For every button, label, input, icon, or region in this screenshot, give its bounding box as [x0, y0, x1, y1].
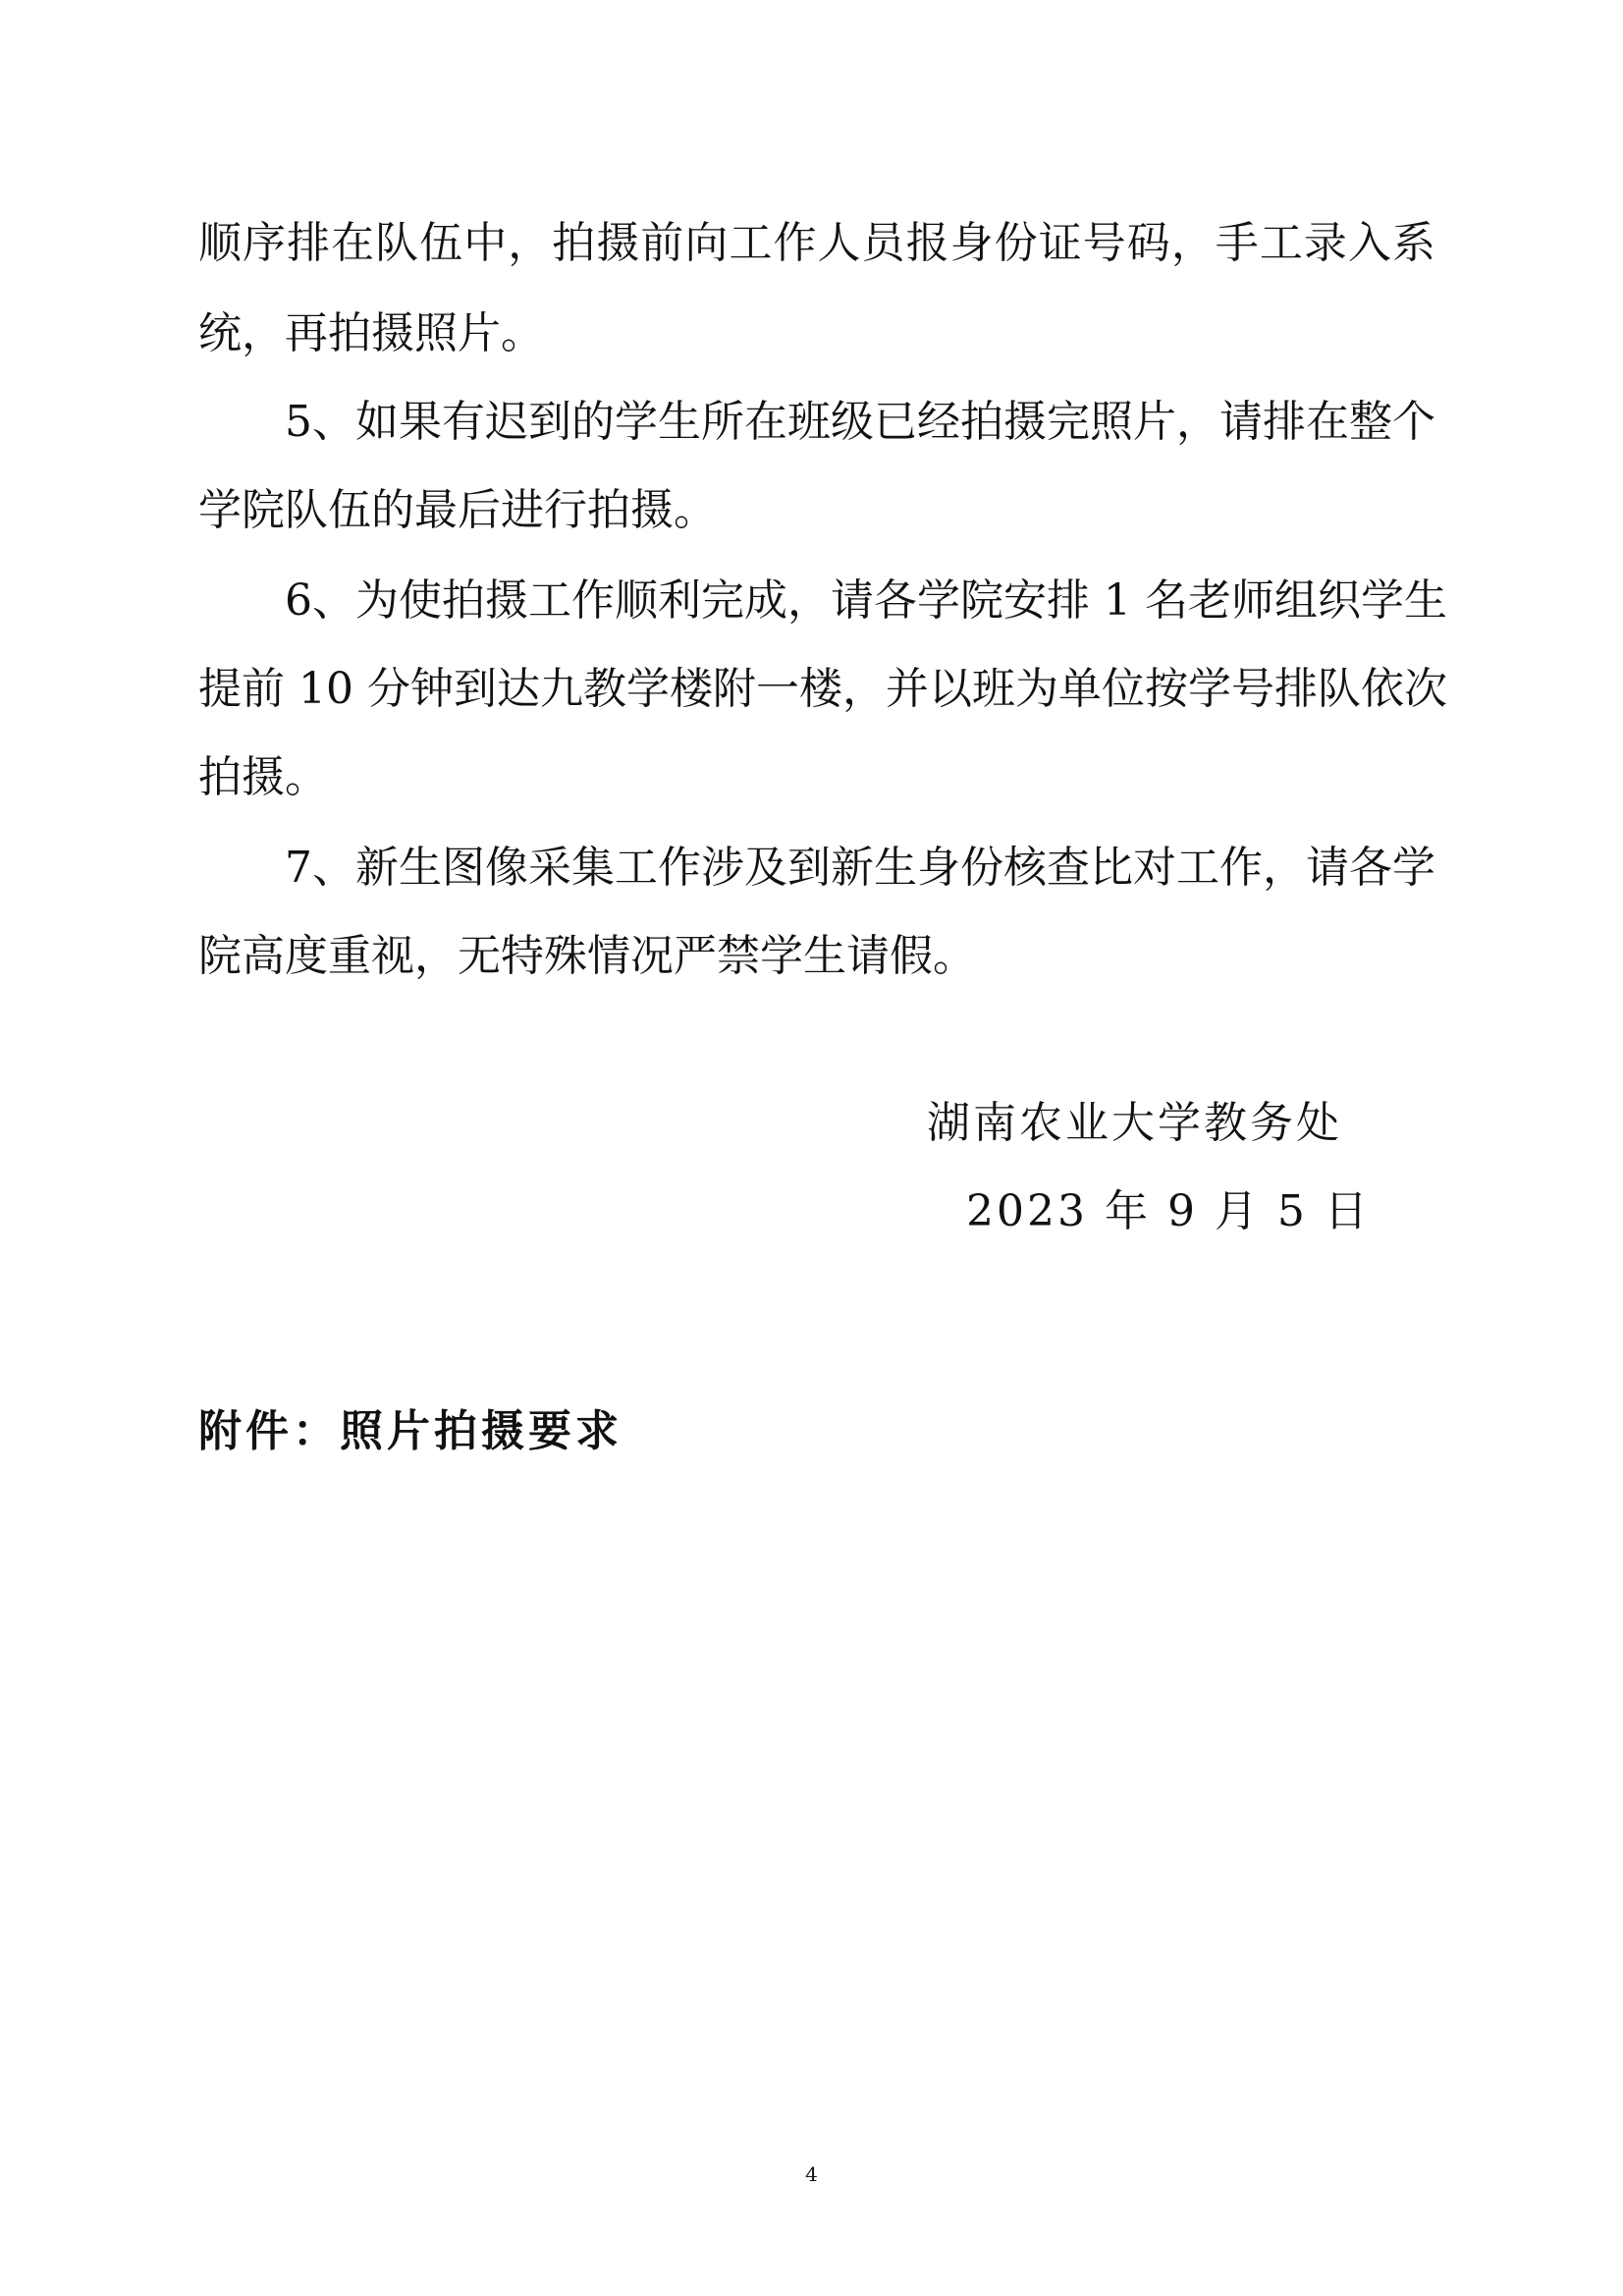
body-line-8: 7、新生图像采集工作涉及到新生身份核查比对工作，请各学 — [285, 843, 1435, 893]
body-line-9: 院高度重视，无特殊情况严禁学生请假。 — [198, 931, 976, 981]
body-line-2: 统，再拍摄照片。 — [198, 308, 544, 358]
attachment-label: 附件：照片拍摄要求 — [198, 1406, 622, 1456]
body-line-6: 提前 10 分钟到达九教学楼附一楼，并以班为单位按学号排队依次 — [198, 664, 1447, 714]
body-line-3: 5、如果有迟到的学生所在班级已经拍摄完照片，请排在整个 — [285, 397, 1435, 447]
body-line-4: 学院队伍的最后进行拍摄。 — [198, 485, 717, 535]
signature-date: 2023 年 9 月 5 日 — [966, 1186, 1371, 1236]
body-line-7: 拍摄。 — [198, 752, 328, 802]
page-number: 4 — [805, 2162, 818, 2186]
signature-organization: 湖南农业大学教务处 — [927, 1098, 1342, 1148]
body-line-5: 6、为使拍摄工作顺利完成，请各学院安排 1 名老师组织学生 — [285, 575, 1447, 626]
body-line-1: 顺序排在队伍中，拍摄前向工作人员报身份证号码，手工录入系 — [198, 218, 1435, 268]
